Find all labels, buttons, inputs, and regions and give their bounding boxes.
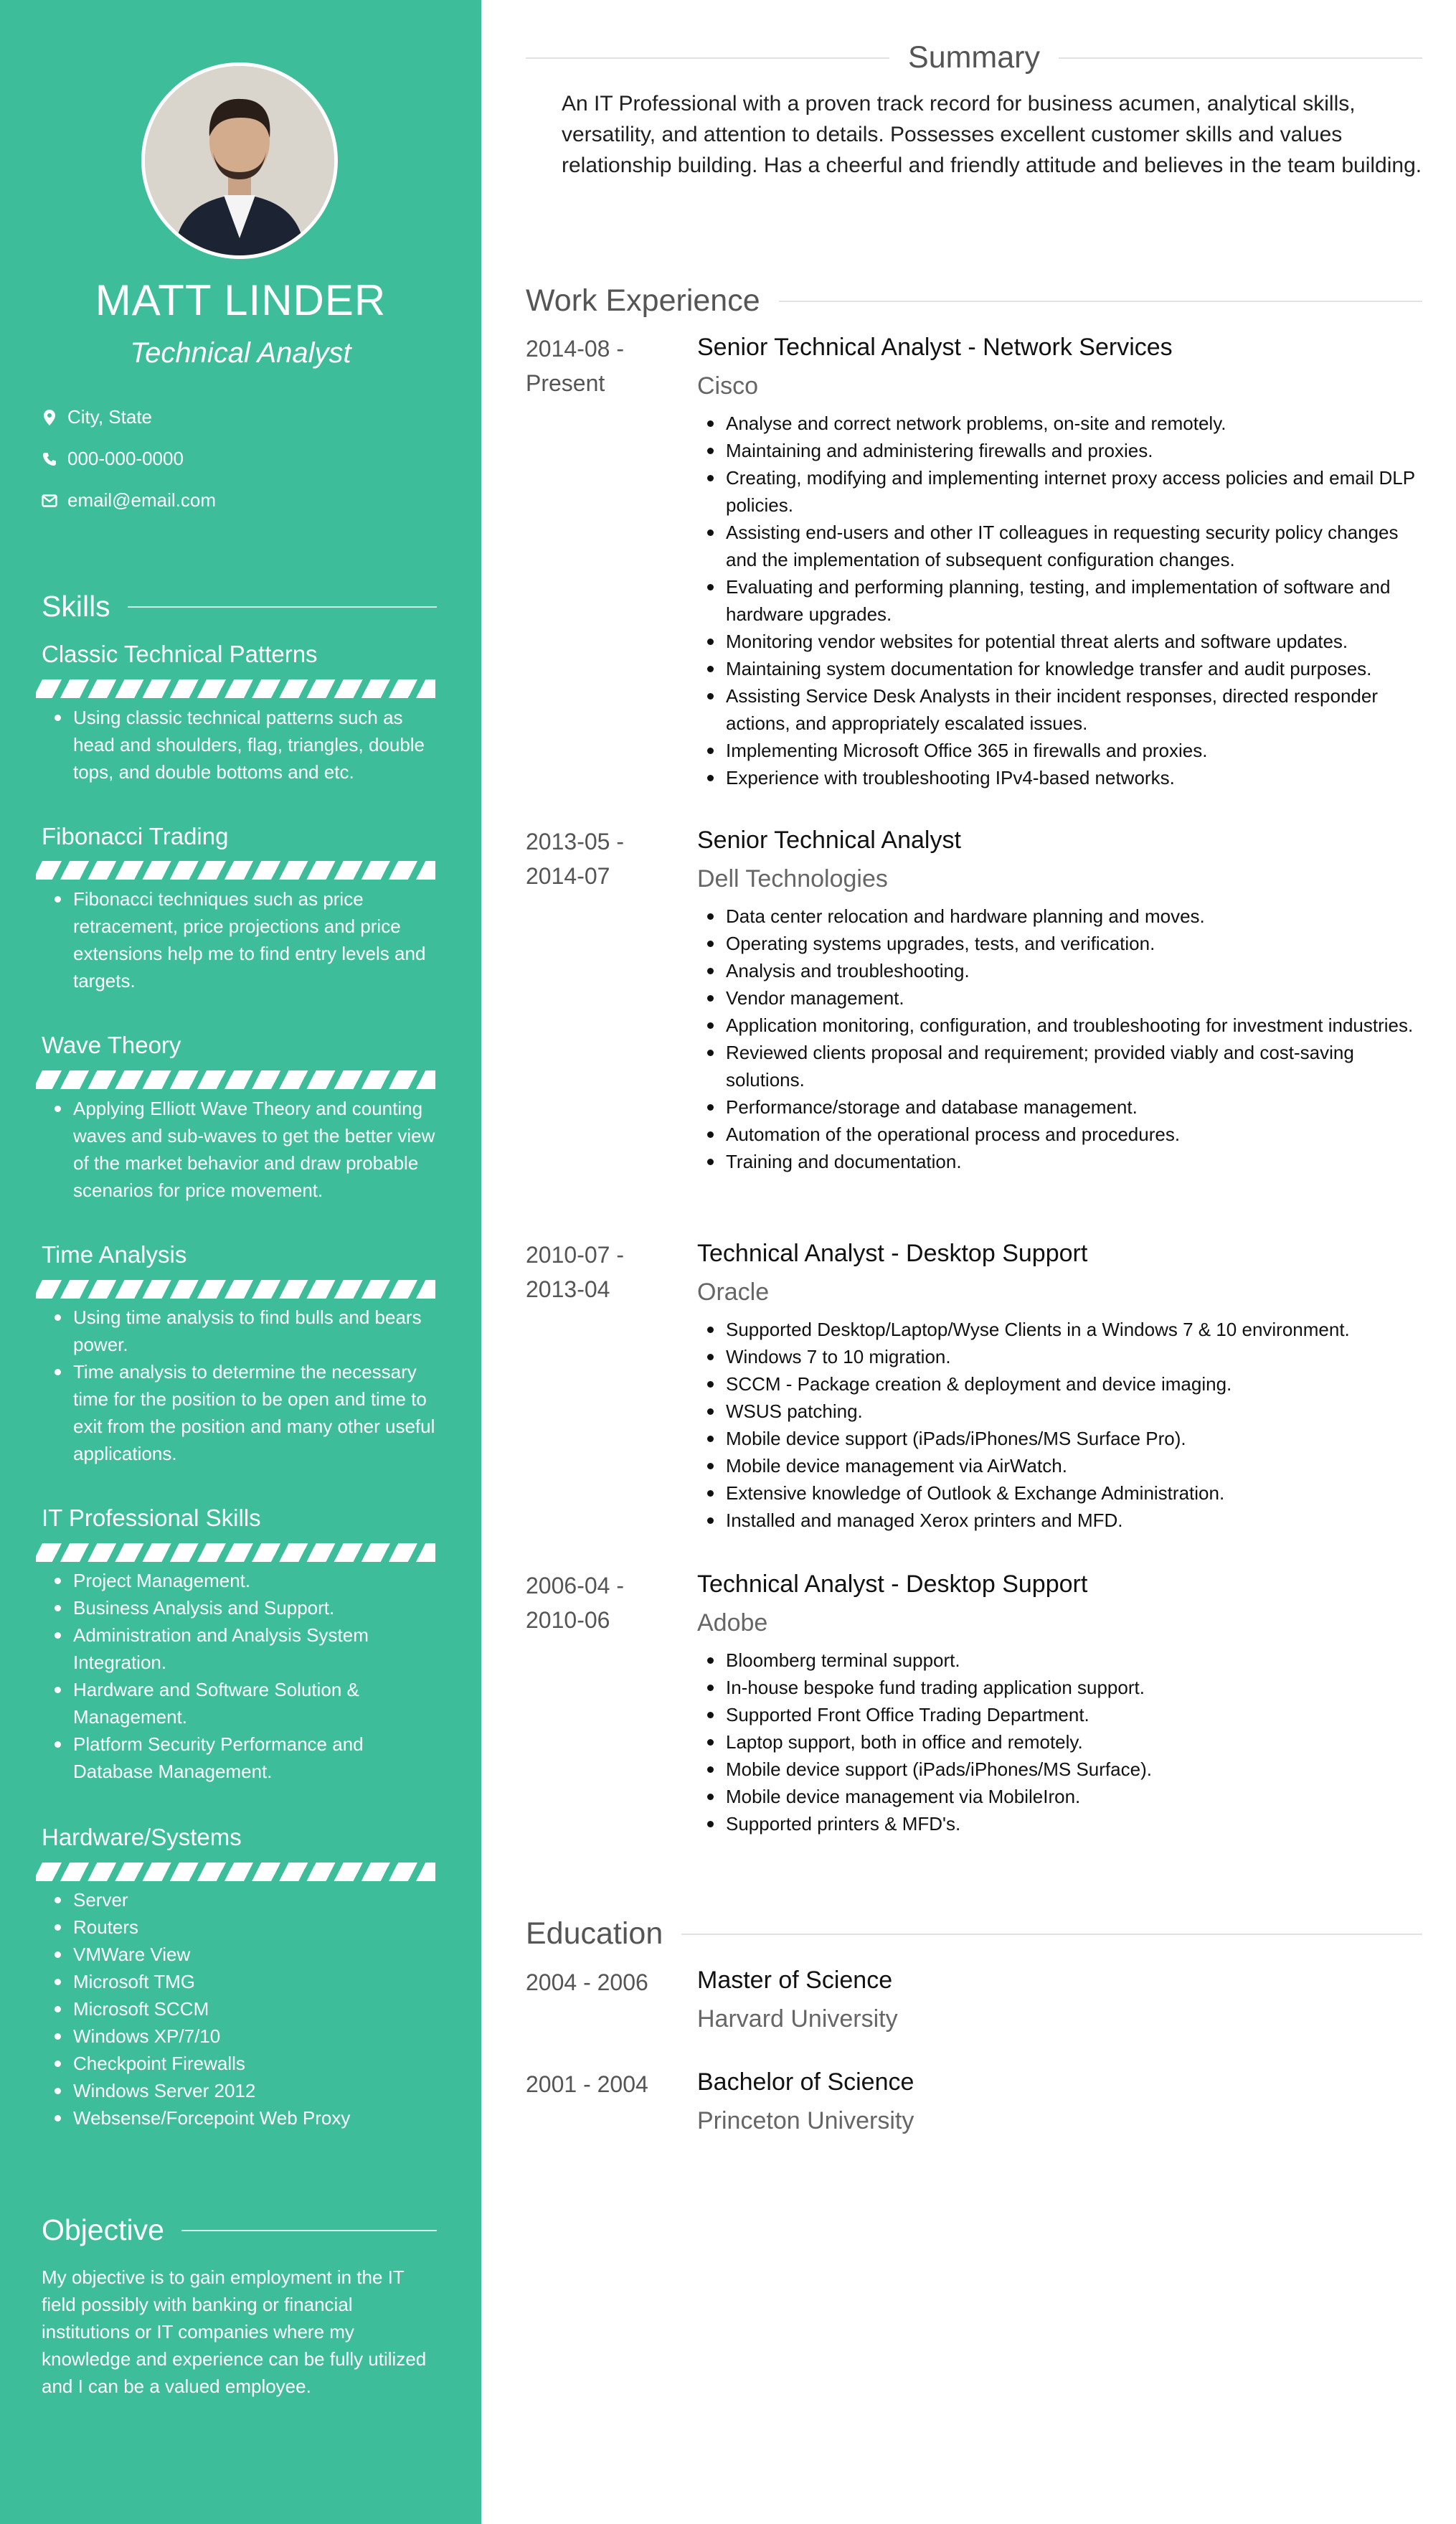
list-item: Bloomberg terminal support.	[697, 1647, 1422, 1674]
list-item: Supported Desktop/Laptop/Wyse Clients in a Windows 7 & 10 environment.	[697, 1316, 1422, 1343]
skill-group-list	[42, 1886, 440, 2132]
phone-icon	[42, 450, 57, 468]
education-heading	[526, 1916, 1422, 1951]
envelope-icon	[42, 491, 57, 510]
list-item: Implementing Microsoft Office 365 in firewalls and proxies.	[697, 737, 1422, 764]
list-item: Routers	[42, 1913, 440, 1941]
job-date-end: 2014-07	[526, 863, 610, 889]
list-item: Performance/storage and database management.	[697, 1093, 1422, 1121]
list-item: Applying Elliott Wave Theory and counting waves and sub-waves to get the better view of the market behavior and draw probable scenarios for price movement.	[42, 1095, 440, 1204]
profile-photo-image	[145, 66, 334, 255]
list-item: Assisting end-users and other IT colleagues in requesting security policy changes and the implementation of subsequent configuration changes.	[697, 519, 1422, 573]
work-experience-rule	[779, 301, 1422, 302]
list-item: Microsoft TMG	[42, 1968, 440, 1995]
job-company: Dell Technologies	[697, 865, 888, 893]
list-item: Reviewed clients proposal and requirement; provided viably and cost-saving solutions.	[697, 1039, 1422, 1093]
list-item: Administration and Analysis System Integration.	[42, 1621, 440, 1676]
map-pin-icon	[42, 408, 57, 427]
job-duties	[697, 1647, 1422, 1837]
contact-location	[42, 406, 152, 428]
list-item: Maintaining and administering firewalls and proxies.	[697, 437, 1422, 464]
list-item: Server	[42, 1886, 440, 1913]
list-item: Fibonacci techniques such as price retracement, price projections and price extensions help me to find entry levels and targets.	[42, 885, 440, 994]
job-duties	[697, 903, 1422, 1175]
list-item: Supported printers & MFD's.	[697, 1810, 1422, 1837]
summary-text: An IT Professional with a proven track record for business acumen, analytical skills, versatility, and attention to details. Possesses excellent customer skills and values relationship building. Has a cheerful and friendly attitude and believes in the team building.	[562, 92, 1422, 177]
email-text[interactable]: email@email.com	[67, 489, 216, 511]
skill-group-title: IT Professional Skills	[42, 1504, 261, 1531]
job-date	[526, 1238, 662, 1306]
job-title: Senior Technical Analyst	[697, 827, 961, 854]
summary-heading-text: Summary	[908, 40, 1040, 75]
list-item: Windows Server 2012	[42, 2077, 440, 2104]
list-item: Mobile device support (iPads/iPhones/MS Surface Pro).	[697, 1425, 1422, 1452]
job-date-end: Present	[526, 370, 605, 396]
skill-level-bar	[36, 679, 435, 698]
list-item: Supported Front Office Trading Department.	[697, 1701, 1422, 1728]
job-company: Cisco	[697, 372, 759, 400]
skill-group-list	[42, 1095, 440, 1204]
sidebar	[0, 0, 481, 2524]
list-item: Operating systems upgrades, tests, and verification.	[697, 930, 1422, 957]
candidate-title: Technical Analyst	[130, 337, 351, 369]
list-item: In-house bespoke fund trading application support.	[697, 1674, 1422, 1701]
summary-rule-left	[526, 57, 889, 59]
skill-level-bar	[36, 1280, 435, 1299]
list-item: Analyse and correct network problems, on-site and remotely.	[697, 410, 1422, 437]
skills-heading-text: Skills	[42, 590, 110, 623]
job-date-start: 2013-05 -	[526, 829, 624, 854]
contact-email[interactable]	[42, 489, 216, 512]
skill-group-list	[42, 704, 440, 786]
list-item: Mobile device management via MobileIron.	[697, 1783, 1422, 1810]
skill-level-bar	[36, 1543, 435, 1562]
list-item: Application monitoring, configuration, and troubleshooting for investment industries.	[697, 1012, 1422, 1039]
list-item: Experience with troubleshooting IPv4-based networks.	[697, 764, 1422, 791]
list-item: Extensive knowledge of Outlook & Exchange Administration.	[697, 1479, 1422, 1507]
list-item: Monitoring vendor websites for potential threat alerts and software updates.	[697, 628, 1422, 655]
job-title: Technical Analyst - Desktop Support	[697, 1240, 1088, 1267]
summary-rule-right	[1059, 57, 1422, 59]
job-date	[526, 1568, 662, 1637]
job-date-start: 2006-04 -	[526, 1573, 624, 1598]
list-item: Platform Security Performance and Database Management.	[42, 1730, 440, 1785]
list-item: Windows XP/7/10	[42, 2023, 440, 2050]
list-item: Vendor management.	[697, 984, 1422, 1012]
list-item: Windows 7 to 10 migration.	[697, 1343, 1422, 1370]
skill-group-title: Hardware/Systems	[42, 1824, 242, 1850]
education-rule	[681, 1934, 1422, 1935]
education-school: Princeton University	[697, 2107, 914, 2134]
skills-heading-rule	[128, 606, 437, 608]
education-degree: Master of Science	[697, 1967, 893, 1994]
skill-level-bar	[36, 1863, 435, 1881]
job-date-start: 2014-08 -	[526, 336, 624, 362]
candidate-name: MATT LINDER	[95, 276, 387, 324]
list-item: Websense/Forcepoint Web Proxy	[42, 2104, 440, 2132]
objective-heading-text: Objective	[42, 2213, 164, 2246]
job-date	[526, 824, 662, 893]
objective-text: My objective is to gain employment in the IT field possibly with banking or financial institutions or IT companies where my knowledge and experience can be fully utilized and I can be a valued employee.	[42, 2266, 427, 2397]
list-item: Project Management.	[42, 1567, 440, 1594]
job-company: Adobe	[697, 1609, 768, 1637]
job-duties	[697, 1316, 1422, 1534]
skill-group-title: Time Analysis	[42, 1241, 187, 1268]
list-item: Maintaining system documentation for knowledge transfer and audit purposes.	[697, 655, 1422, 682]
job-title: Technical Analyst - Desktop Support	[697, 1571, 1088, 1598]
skill-level-bar	[36, 861, 435, 880]
list-item: Mobile device support (iPads/iPhones/MS Surface).	[697, 1756, 1422, 1783]
list-item: Automation of the operational process and procedures.	[697, 1121, 1422, 1148]
objective-heading-rule	[181, 2230, 437, 2231]
skill-group-title: Fibonacci Trading	[42, 823, 229, 849]
skill-group-list	[42, 1304, 440, 1467]
education-date: 2001 - 2004	[526, 2071, 648, 2097]
list-item: Time analysis to determine the necessary time for the position to be open and time to exit from the position and many other useful applications.	[42, 1358, 440, 1467]
education-degree: Bachelor of Science	[697, 2068, 914, 2096]
list-item: Using classic technical patterns such as head and shoulders, flag, triangles, double tops, and double bottoms and etc.	[42, 704, 440, 786]
education-date: 2004 - 2006	[526, 1969, 648, 1995]
skill-group-list	[42, 885, 440, 994]
list-item: Business Analysis and Support.	[42, 1594, 440, 1621]
list-item: Using time analysis to find bulls and bears power.	[42, 1304, 440, 1358]
list-item: Hardware and Software Solution & Management.	[42, 1676, 440, 1730]
list-item: Data center relocation and hardware planning and moves.	[697, 903, 1422, 930]
list-item: Microsoft SCCM	[42, 1995, 440, 2023]
profile-photo	[141, 62, 338, 259]
skills-heading	[42, 590, 437, 623]
job-date-end: 2013-04	[526, 1276, 610, 1302]
list-item: Checkpoint Firewalls	[42, 2050, 440, 2077]
list-item: VMWare View	[42, 1941, 440, 1968]
list-item: Training and documentation.	[697, 1148, 1422, 1175]
skill-group-title: Wave Theory	[42, 1032, 181, 1058]
phone-text: 000-000-0000	[67, 448, 184, 469]
job-company: Oracle	[697, 1279, 770, 1306]
list-item: Creating, modifying and implementing internet proxy access policies and email DLP policies.	[697, 464, 1422, 519]
contact-phone	[42, 448, 184, 470]
work-experience-heading-text: Work Experience	[526, 283, 760, 318]
objective-heading	[42, 2213, 437, 2247]
education-school: Harvard University	[697, 2005, 898, 2033]
job-date	[526, 331, 662, 400]
list-item: Analysis and troubleshooting.	[697, 957, 1422, 984]
list-item: Laptop support, both in office and remotely.	[697, 1728, 1422, 1756]
job-duties	[697, 410, 1422, 791]
list-item: WSUS patching.	[697, 1398, 1422, 1425]
job-date-end: 2010-06	[526, 1607, 610, 1633]
list-item: Mobile device management via AirWatch.	[697, 1452, 1422, 1479]
list-item: SCCM - Package creation & deployment and device imaging.	[697, 1370, 1422, 1398]
summary-heading	[526, 40, 1422, 75]
list-item: Evaluating and performing planning, testing, and implementation of software and hardware upgrades.	[697, 573, 1422, 628]
skill-group-list	[42, 1567, 440, 1785]
list-item: Installed and managed Xerox printers and MFD.	[697, 1507, 1422, 1534]
skill-level-bar	[36, 1070, 435, 1089]
work-experience-heading	[526, 283, 1422, 319]
education-heading-text: Education	[526, 1916, 663, 1951]
job-title: Senior Technical Analyst - Network Services	[697, 334, 1173, 361]
skill-group-title: Classic Technical Patterns	[42, 641, 318, 667]
location-text: City, State	[67, 406, 153, 428]
list-item: Assisting Service Desk Analysts in their incident responses, directed responder actions, and appropriately escalated issues.	[697, 682, 1422, 737]
job-date-start: 2010-07 -	[526, 1242, 624, 1268]
